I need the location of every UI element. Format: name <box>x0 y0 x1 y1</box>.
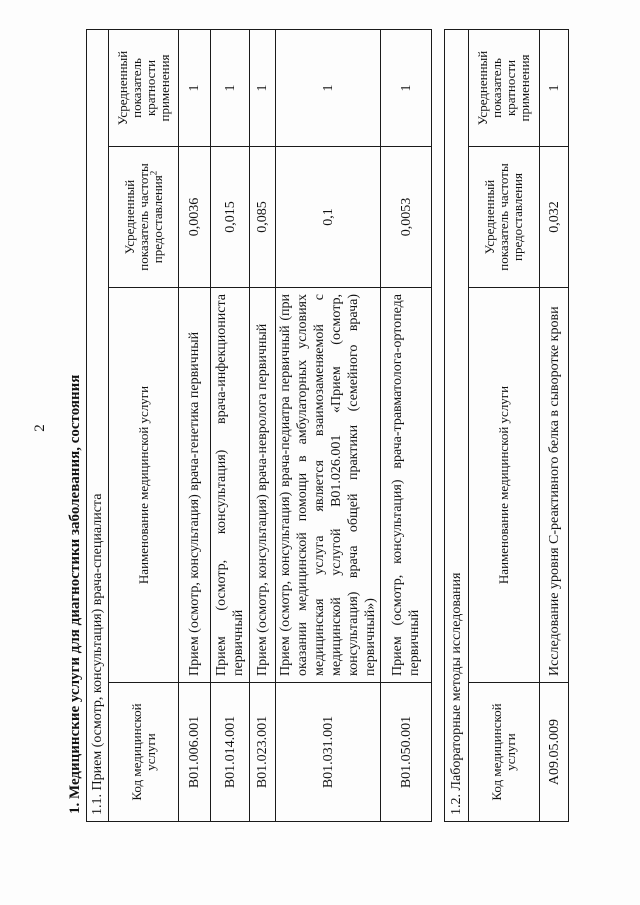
service-code: A09.05.009 <box>540 683 569 822</box>
header-name: Наименование медицинской услуги <box>469 288 540 683</box>
service-code: B01.031.001 <box>276 683 381 822</box>
table-row <box>276 29 381 821</box>
table-row <box>211 29 250 821</box>
table-header-row <box>469 29 540 821</box>
table-caption: 1.1. Прием (осмотр, консультация) врача-специалиста <box>87 29 109 821</box>
service-name: Прием (осмотр, консультация) врача-инфекциониста первичный <box>211 288 250 683</box>
table-caption-row <box>87 29 109 821</box>
frequency-value: 0,032 <box>540 147 569 288</box>
header-frequency: Усредненный показатель частоты предоставления <box>469 147 540 288</box>
section-title: 1. Медицинские услуги для диагностики заболевания, состояния <box>67 374 83 814</box>
header-multiplicity: Усредненный показатель кратности применения <box>109 29 179 146</box>
laboratory-methods-table <box>444 29 569 822</box>
frequency-value: 0,0053 <box>381 147 432 288</box>
service-name: Прием (осмотр, консультация) врача-травматолога-ортопеда первичный <box>381 288 432 683</box>
service-code: B01.023.001 <box>250 683 276 822</box>
service-name: Прием (осмотр, консультация) врача-педиатра первичный (при оказании медицинской помощи в амбулаторных условиях медицинская услуга является взаимозаменяемой с медицинской услугой B01.026.001 «Прием (осмотр, консультация) врача общей практики (семейного врача) первичный») <box>276 288 381 683</box>
service-name: Исследование уровня С-реактивного белка в сыворотке крови <box>540 288 569 683</box>
header-code: Код медицинской услуги <box>109 683 179 822</box>
service-code: B01.006.001 <box>179 683 211 822</box>
specialist-consultations-table <box>86 29 432 822</box>
table-row <box>381 29 432 821</box>
header-multiplicity: Усредненный показатель кратности применения <box>469 29 540 146</box>
table-header-row <box>109 29 179 821</box>
frequency-value: 0,1 <box>276 147 381 288</box>
header-frequency <box>109 147 179 288</box>
multiplicity-value: 1 <box>276 29 381 146</box>
service-name: Прием (осмотр, консультация) врача-генетика первичный <box>179 288 211 683</box>
page-number: 2 <box>32 424 48 432</box>
header-name: Наименование медицинской услуги <box>109 288 179 683</box>
multiplicity-value: 1 <box>250 29 276 146</box>
multiplicity-value: 1 <box>381 29 432 146</box>
frequency-value: 0,0036 <box>179 147 211 288</box>
multiplicity-value: 1 <box>540 29 569 146</box>
footnote-marker: 2 <box>148 170 159 176</box>
header-code: Код медицинской услуги <box>469 683 540 822</box>
header-frequency-text: Усредненный показатель частоты предоставления <box>121 163 165 271</box>
tables-container <box>86 30 569 822</box>
frequency-value: 0,085 <box>250 147 276 288</box>
multiplicity-value: 1 <box>211 29 250 146</box>
multiplicity-value: 1 <box>179 29 211 146</box>
table-caption: 1.2. Лабораторные методы исследования <box>445 29 469 821</box>
frequency-value: 0,015 <box>211 147 250 288</box>
service-code: B01.014.001 <box>211 683 250 822</box>
table-row <box>250 29 276 821</box>
table-row <box>540 29 569 821</box>
table-row <box>179 29 211 821</box>
table-caption-row <box>445 29 469 821</box>
service-name: Прием (осмотр, консультация) врача-невролога первичный <box>250 288 276 683</box>
service-code: B01.050.001 <box>381 683 432 822</box>
